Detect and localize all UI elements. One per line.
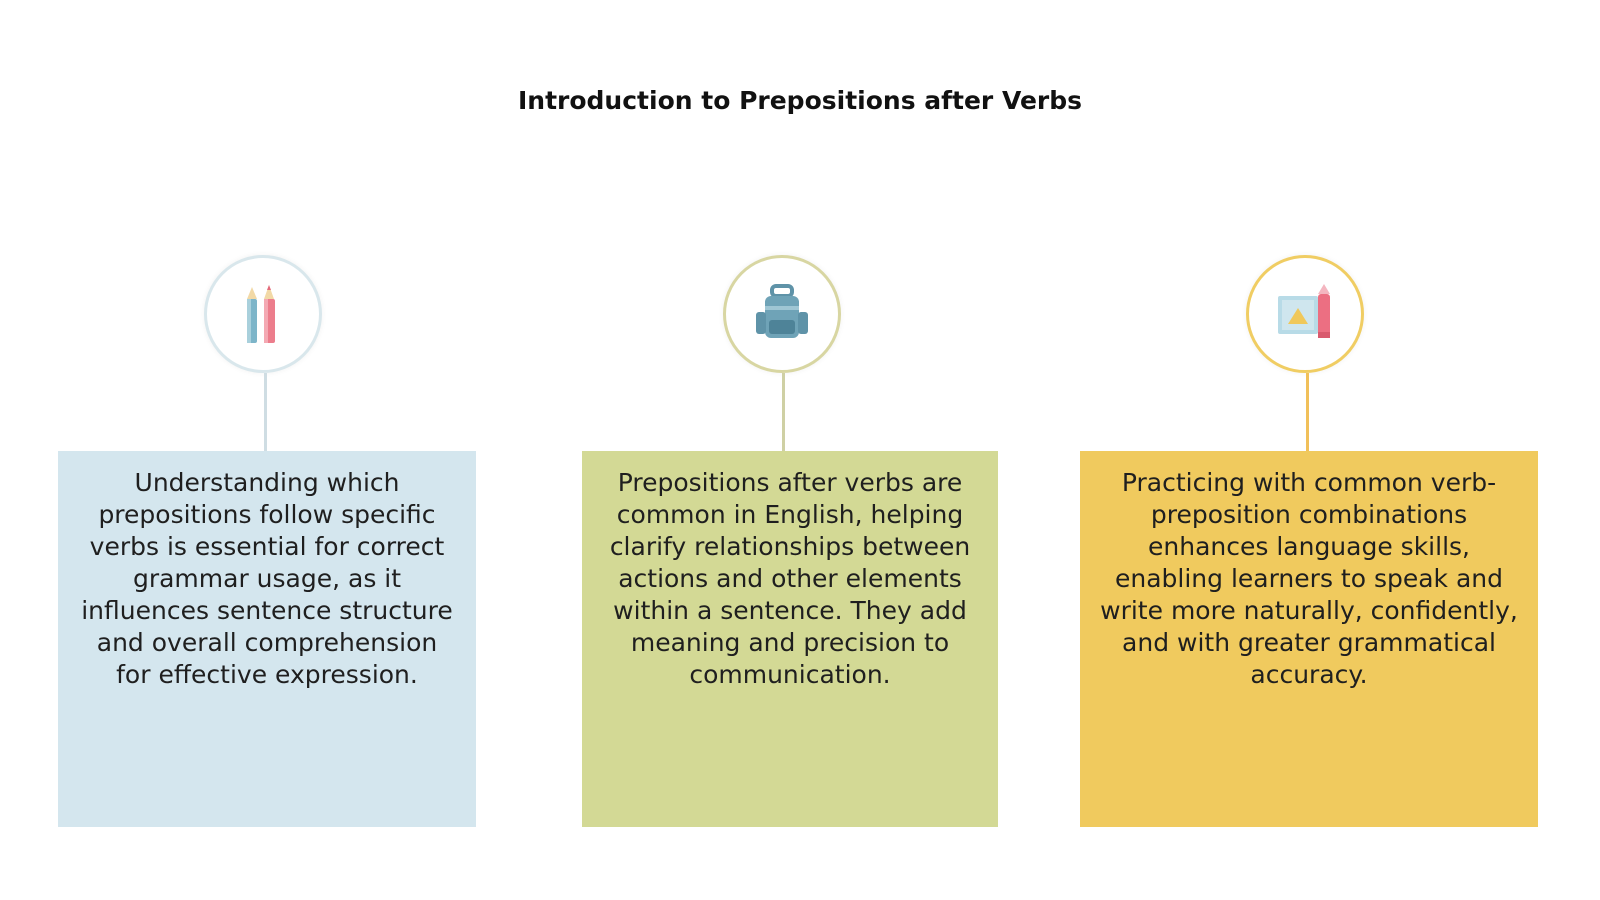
- icon-circle-2: [723, 255, 841, 373]
- connector-line-2: [782, 373, 785, 451]
- info-card-3: [1080, 451, 1538, 827]
- easel-paint-icon: [1272, 282, 1338, 346]
- card-text-1: Understanding which prepositions follow specific verbs is essential for correct grammar usage, as it influences sentence structure and overall comprehension for effective expression.: [81, 468, 453, 689]
- card-text-2: Prepositions after verbs are common in English, helping clarify relationships between actions and other elements within a sentence. They add meaning and precision to communication.: [609, 468, 971, 689]
- connector-line-1: [264, 373, 267, 451]
- page-title: Introduction to Prepositions after Verbs: [517, 86, 1083, 115]
- icon-circle-1: [204, 255, 322, 373]
- info-card-2: [582, 451, 998, 827]
- pencils-icon: [233, 281, 293, 347]
- connector-line-3: [1306, 373, 1309, 451]
- info-card-1: [58, 451, 476, 827]
- icon-circle-3: [1246, 255, 1364, 373]
- backpack-icon: [750, 282, 814, 346]
- card-text-3: Practicing with common verb-preposition combinations enhances language skills, enabling learners to speak and write more naturally, confidently, and with greater grammatical accuracy.: [1100, 468, 1518, 689]
